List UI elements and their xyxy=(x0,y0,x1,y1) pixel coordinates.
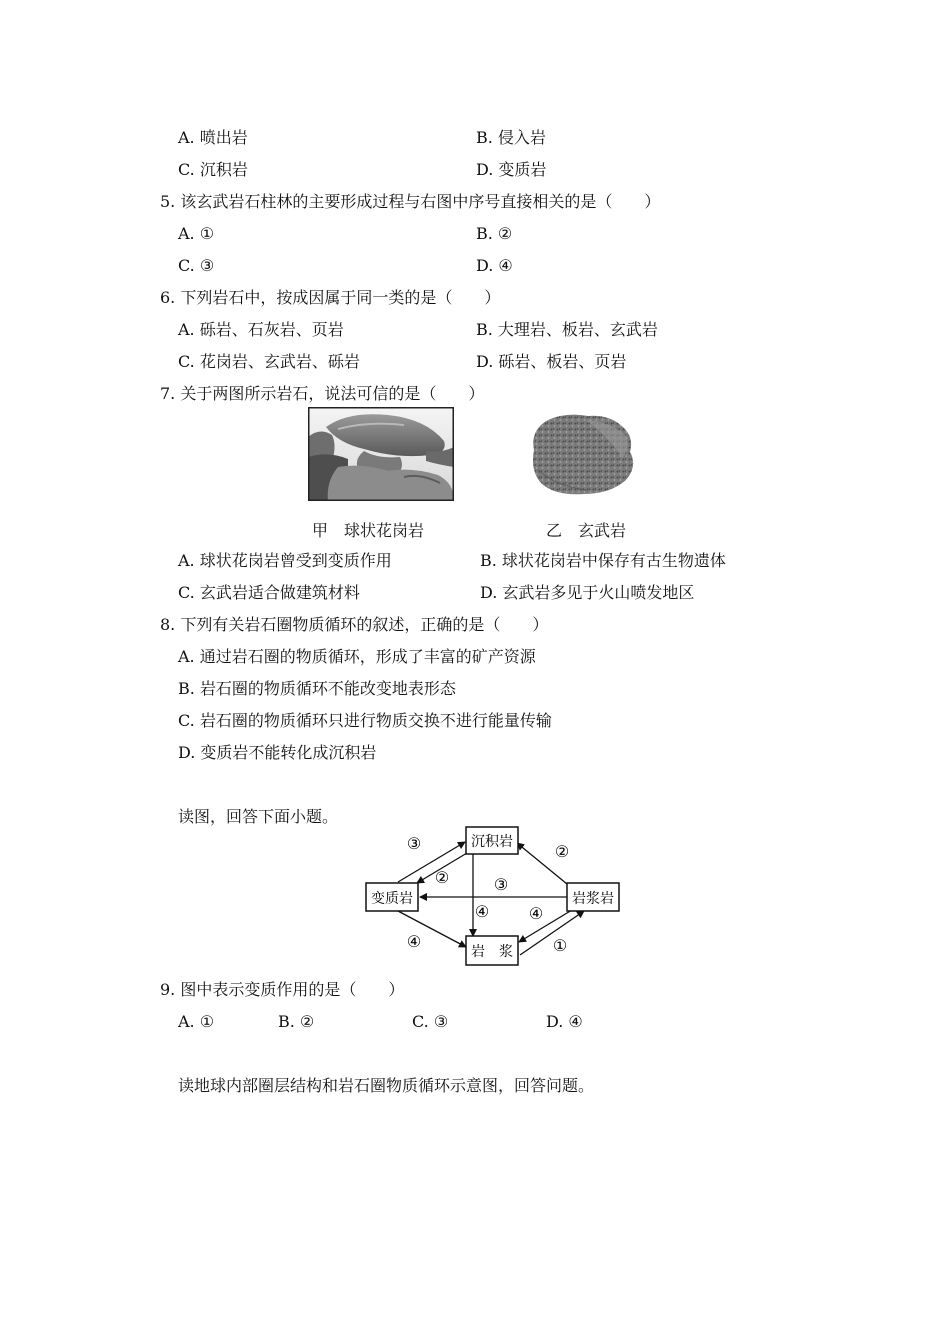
q6-option-b: B. 大理岩、板岩、玄武岩 xyxy=(476,320,658,339)
q5-option-c: C. ③ xyxy=(178,256,215,275)
label-mid-center: ③ xyxy=(493,875,509,894)
q4-option-d: D. 变质岩 xyxy=(476,160,547,179)
rock-cycle-diagram xyxy=(362,822,622,968)
q9-stem: 9. 图中表示变质作用的是（ ） xyxy=(160,980,405,999)
box-sedimentary xyxy=(466,827,518,854)
q8-option-d: D. 变质岩不能转化成沉积岩 xyxy=(178,743,377,762)
q7-option-b: B. 球状花岗岩中保存有古生物遗体 xyxy=(480,551,726,570)
q6-option-c: C. 花岗岩、玄武岩、砾岩 xyxy=(178,352,360,371)
basalt-photo xyxy=(526,410,642,498)
q5-stem: 5. 该玄武岩石柱林的主要形成过程与右图中序号直接相关的是（ ） xyxy=(160,192,661,211)
svg-text:岩 浆: 岩 浆 xyxy=(471,944,513,960)
q6-stem: 6. 下列岩石中，按成因属于同一类的是（ ） xyxy=(160,288,501,307)
caption-yi: 乙 玄武岩 xyxy=(546,521,627,540)
label-mid-left: ② xyxy=(434,868,450,887)
box-magma xyxy=(466,936,518,965)
q6-option-d: D. 砾岩、板岩、页岩 xyxy=(476,352,627,371)
label-top-right: ② xyxy=(554,842,570,861)
caption-jia: 甲 球状花岗岩 xyxy=(312,521,425,540)
label-bottom-left: ④ xyxy=(406,932,422,951)
q5-option-b: B. ② xyxy=(476,224,513,243)
intro-earth-structure: 读地球内部圈层结构和岩石圈物质循环示意图，回答问题。 xyxy=(178,1076,595,1095)
q7-option-c: C. 玄武岩适合做建筑材料 xyxy=(178,583,360,602)
q8-option-c: C. 岩石圈的物质循环只进行物质交换不进行能量传输 xyxy=(178,711,552,730)
q4-option-c: C. 沉积岩 xyxy=(178,160,248,179)
intro-read-figure: 读图，回答下面小题。 xyxy=(178,807,339,826)
q8-option-a: A. 通过岩石圈的物质循环，形成了丰富的矿产资源 xyxy=(178,647,536,666)
q5-option-a: A. ① xyxy=(178,224,215,243)
label-bottom-right: ① xyxy=(552,936,568,955)
box-igneous xyxy=(567,883,619,911)
q7-option-a: A. 球状花岗岩曾受到变质作用 xyxy=(178,551,392,570)
q7-option-d: D. 玄武岩多见于火山喷发地区 xyxy=(480,583,695,602)
label-top-left: ③ xyxy=(406,834,422,853)
svg-text:岩浆岩: 岩浆岩 xyxy=(572,891,614,907)
granite-photo xyxy=(308,407,454,501)
q7-stem: 7. 关于两图所示岩石，说法可信的是（ ） xyxy=(160,384,485,403)
q8-option-b: B. 岩石圈的物质循环不能改变地表形态 xyxy=(178,679,456,698)
q6-option-a: A. 砾岩、石灰岩、页岩 xyxy=(178,320,344,339)
q4-option-a: A. 喷出岩 xyxy=(178,128,248,147)
svg-text:沉积岩: 沉积岩 xyxy=(471,834,513,850)
box-metamorphic xyxy=(366,883,418,911)
svg-text:变质岩: 变质岩 xyxy=(371,891,413,907)
q8-stem: 8. 下列有关岩石圈物质循环的叙述，正确的是（ ） xyxy=(160,615,549,634)
q9-option-c: C. ③ xyxy=(412,1012,449,1031)
q5-option-d: D. ④ xyxy=(476,256,513,275)
q9-option-d: D. ④ xyxy=(546,1012,583,1031)
q9-option-b: B. ② xyxy=(278,1012,315,1031)
label-center-vertical: ④ xyxy=(474,902,490,921)
label-right-lower: ④ xyxy=(528,904,544,923)
q9-option-a: A. ① xyxy=(178,1012,215,1031)
q4-option-b: B. 侵入岩 xyxy=(476,128,546,147)
